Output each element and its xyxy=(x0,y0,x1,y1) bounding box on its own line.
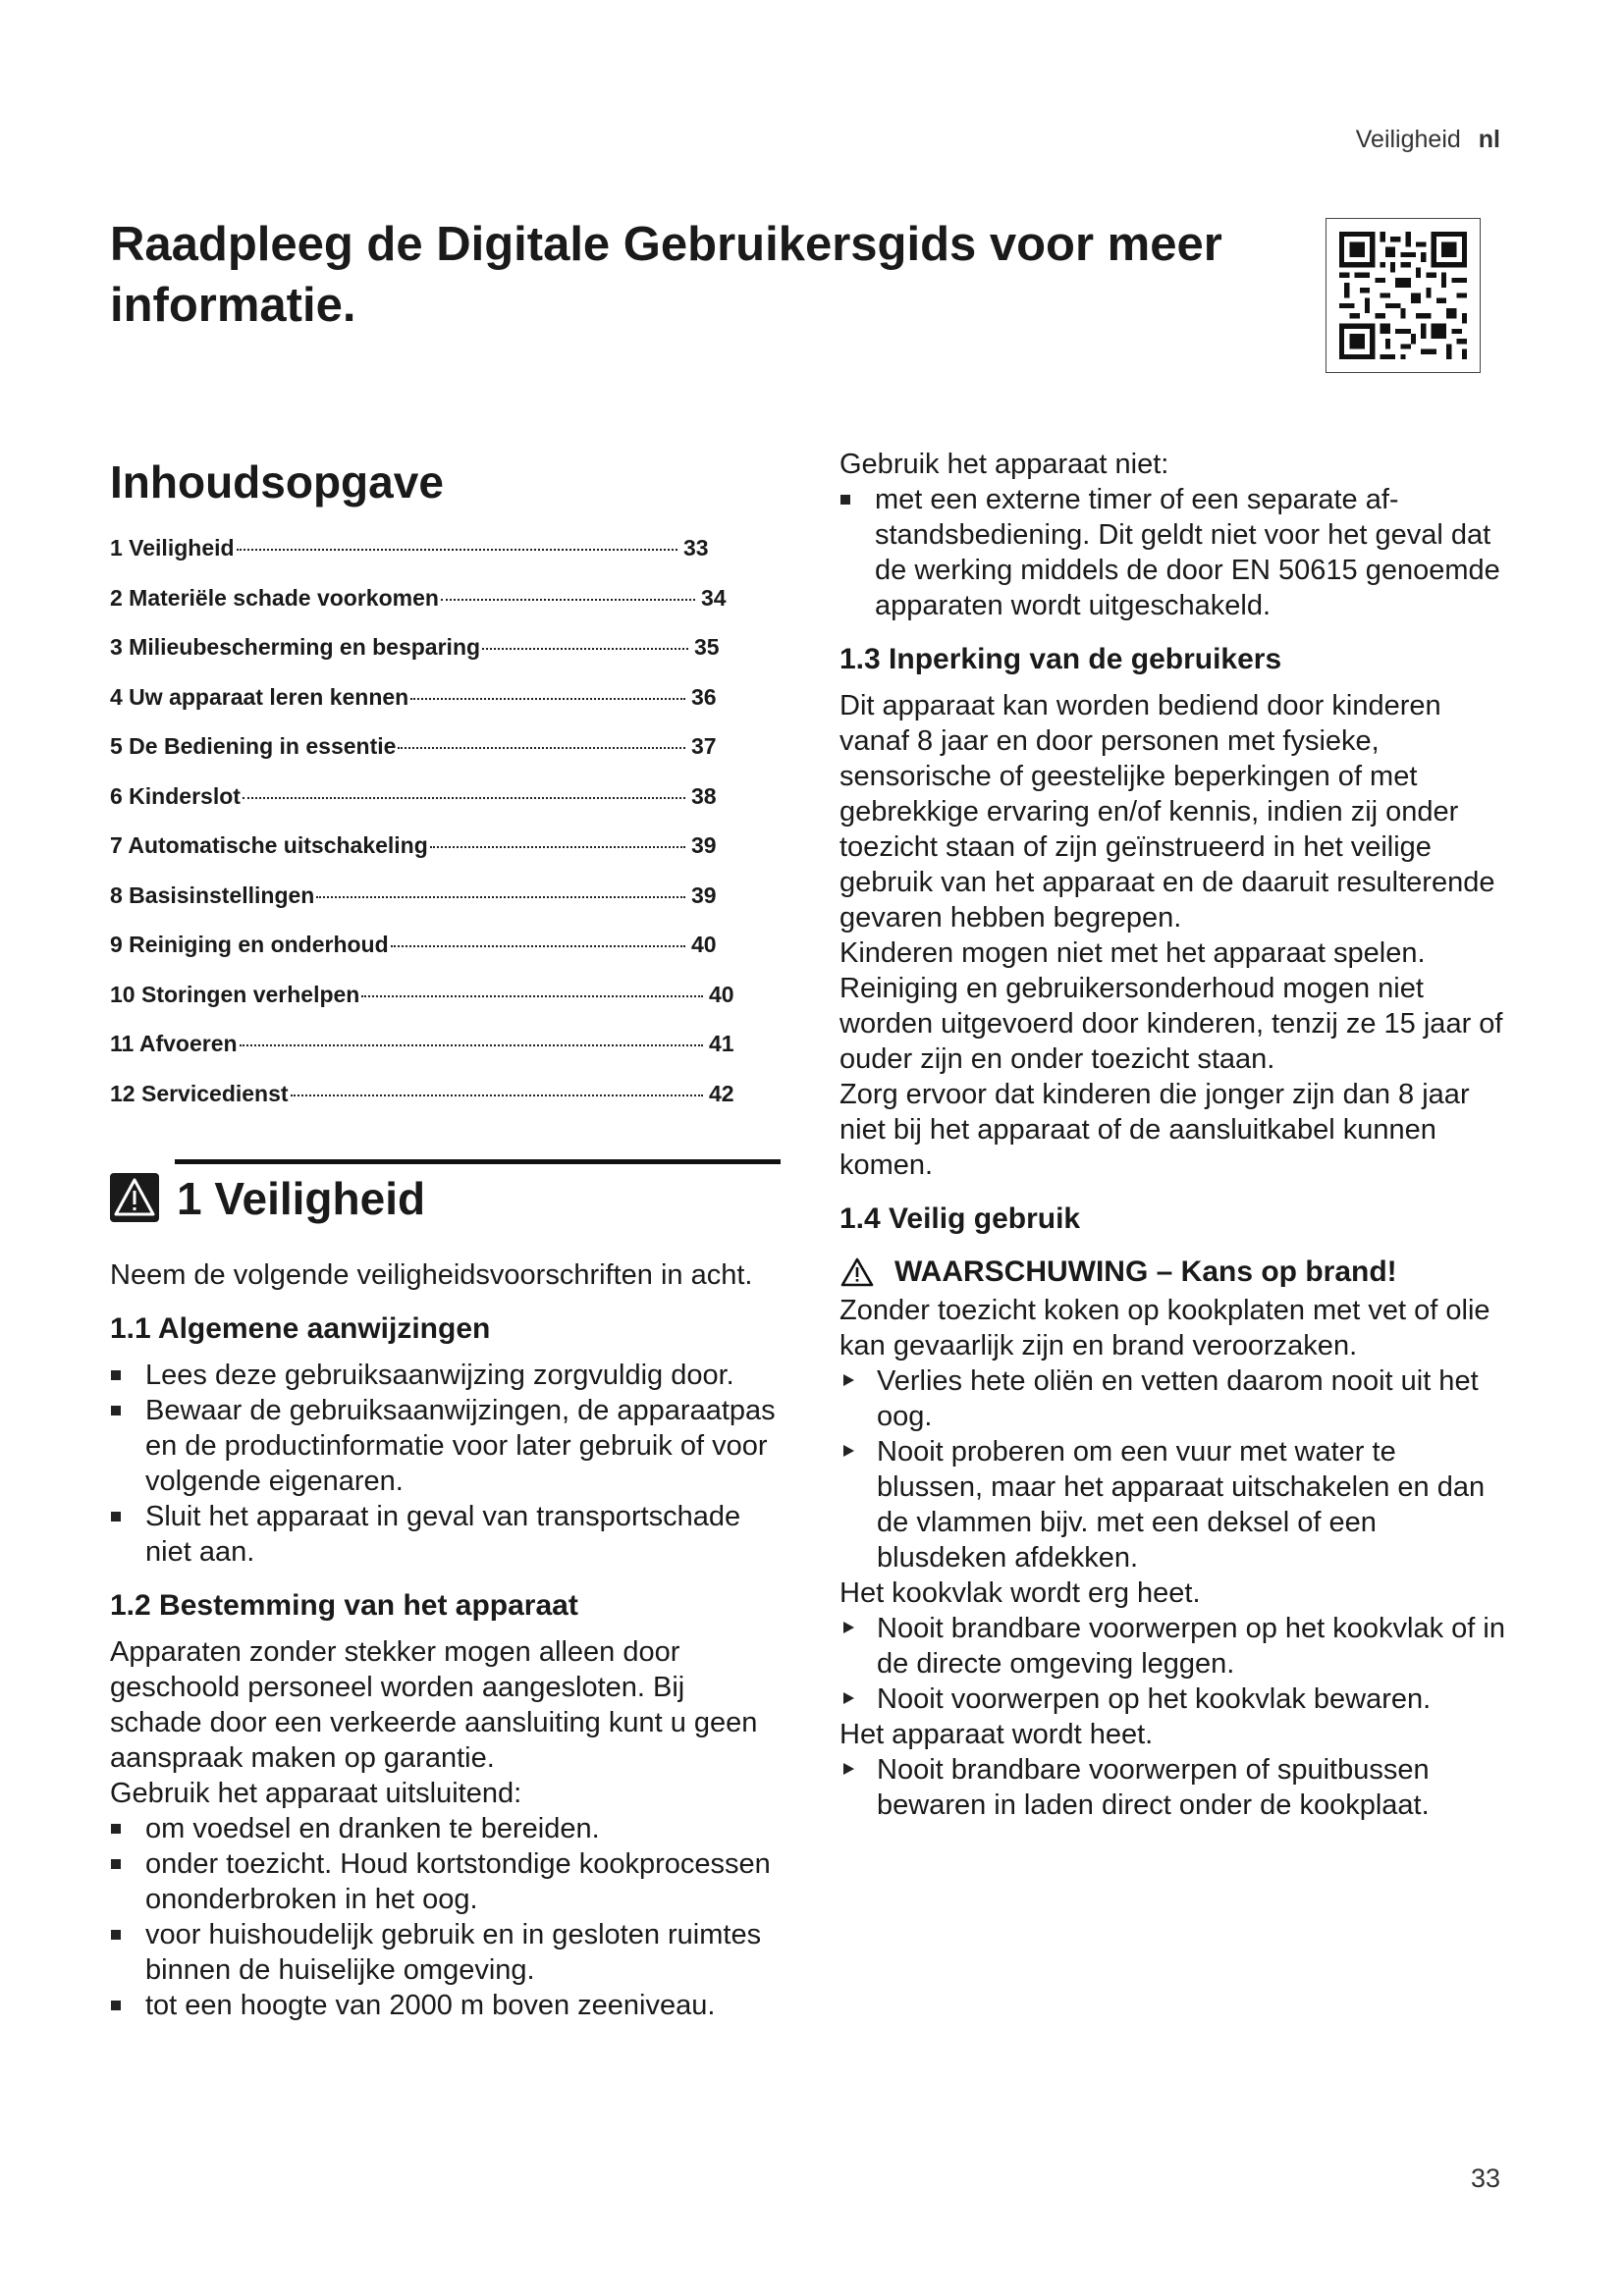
qr-code-icon xyxy=(1339,232,1467,359)
toc-entry-page: 33 xyxy=(683,535,709,561)
toc-leader xyxy=(243,797,685,799)
prohibited-use-list xyxy=(839,482,1507,623)
list-item: met een externe timer of een separate afstandsbediening. Dit geldt niet voor het geval dat de werking middels de door EN 50615 genoemde apparaten wordt uitgeschakeld. xyxy=(839,482,1507,623)
toc-entry-page: 39 xyxy=(691,832,717,858)
toc-entry-label: 4 Uw apparaat leren kennen xyxy=(110,683,409,710)
toc-entry-label: 2 Materiële schade voorkomen xyxy=(110,584,439,611)
paragraph: Het apparaat wordt heet. xyxy=(839,1719,1154,1750)
list-item: onder toezicht. Houd kortstondige kookprocessen ononderbroken in het oog. xyxy=(110,1846,778,1917)
table-of-contents xyxy=(110,535,778,1130)
list-item: Lees deze gebruiksaanwijzing zorgvuldig door. xyxy=(110,1358,778,1393)
toc-entry-label: 12 Servicedienst xyxy=(110,1080,289,1106)
header-language: nl xyxy=(1478,126,1500,153)
subsection-title-1-2: 1.2 Bestemming van het apparaat xyxy=(110,1589,578,1622)
paragraph: Gebruik het apparaat niet: xyxy=(839,449,1169,480)
section-rule xyxy=(175,1159,781,1164)
toc-title: Inhoudsopgave xyxy=(110,456,444,507)
warning-triangle-icon xyxy=(110,1173,159,1222)
subsection-title-1-4: 1.4 Veilig gebruik xyxy=(839,1202,1081,1235)
toc-entry[interactable] xyxy=(110,932,731,982)
list-item: Nooit brandbare voorwerpen op het kookvlak of in de directe omgeving leggen. xyxy=(839,1611,1507,1682)
toc-entry-page: 40 xyxy=(691,932,717,957)
toc-entry-label: 8 Basisinstellingen xyxy=(110,881,315,908)
toc-entry-label: 9 Reiniging en onderhoud xyxy=(110,932,389,957)
instruction-list xyxy=(839,1752,1507,1823)
toc-entry-page: 34 xyxy=(701,584,727,611)
toc-entry-page: 38 xyxy=(691,782,717,809)
toc-entry[interactable] xyxy=(110,982,748,1032)
list-item: Bewaar de gebruiksaanwijzingen, de apparaatpas en de productinformatie voor later gebruik of voor volgende eigenaren. xyxy=(110,1393,778,1499)
toc-entry-label: 5 De Bediening in essentie xyxy=(110,733,397,759)
toc-entry[interactable] xyxy=(110,832,731,882)
toc-entry-page: 35 xyxy=(694,634,720,660)
warning-text: WAARSCHUWING – Kans op brand! xyxy=(894,1255,1397,1288)
paragraph: Zonder toezicht koken op kookplaten met vet of olie kan gevaarlijk zijn en brand veroorzaken. xyxy=(839,1295,1490,1362)
instruction-list xyxy=(839,1611,1507,1717)
toc-entry-label: 6 Kinderslot xyxy=(110,782,241,809)
toc-leader xyxy=(441,599,695,601)
intended-use-list xyxy=(110,1811,778,2023)
paragraph: Zorg ervoor dat kinderen die jonger zijn dan 8 jaar niet bij het apparaat of de aansluitkabel kunnen komen. xyxy=(839,1079,1470,1181)
section-title: 1 Veiligheid xyxy=(177,1173,426,1224)
section-heading xyxy=(110,1159,778,1257)
list-item: tot een hoogte van 2000 m boven zeeniveau. xyxy=(110,1988,778,2023)
list-item: Verlies hete oliën en vetten daarom nooit uit het oog. xyxy=(839,1363,1507,1434)
toc-leader xyxy=(291,1095,703,1096)
list-item: voor huishoudelijk gebruik en in gesloten ruimtes binnen de huiselijke omgeving. xyxy=(110,1917,778,1988)
list-item: om voedsel en dranken te bereiden. xyxy=(110,1811,778,1846)
list-item: Sluit het apparaat in geval van transportschade niet aan. xyxy=(110,1499,778,1570)
warning-heading xyxy=(839,1254,1507,1291)
warning-icon xyxy=(839,1256,875,1288)
toc-entry[interactable] xyxy=(110,783,731,833)
toc-leader xyxy=(240,1044,703,1046)
paragraph: Dit apparaat kan worden bediend door kinderen vanaf 8 jaar en door personen met fysieke, sensorische of geestelijke beperkingen of met gebrekkige ervaring en/of kennis, indien zij onder toezicht staan of zijn geïnstrueerd in het veilige gebruik van het apparaat en de daaruit resulterende gevaren hebben begrepen. xyxy=(839,690,1495,934)
toc-leader xyxy=(237,549,677,551)
page-number: 33 xyxy=(1470,2163,1500,2193)
toc-entry[interactable] xyxy=(110,535,723,585)
section-intro: Neem de volgende veiligheidsvoorschriften in acht. xyxy=(110,1259,753,1291)
toc-entry-page: 39 xyxy=(691,881,717,908)
paragraph: Apparaten zonder stekker mogen alleen door geschoold personeel worden aangesloten. Bij schade door een verkeerde aansluiting kunt u geen aanspraak maken op garantie. xyxy=(110,1636,758,1774)
toc-entry-label: 7 Automatische uitschakeling xyxy=(110,832,428,858)
toc-leader xyxy=(316,896,685,898)
list-item: Nooit brandbare voorwerpen of spuitbussen bewaren in laden direct onder de kookplaat. xyxy=(839,1752,1507,1823)
page-title: Raadpleeg de Digitale Gebruikersgids voor meer informatie. xyxy=(110,218,1222,332)
qr-code xyxy=(1326,218,1481,373)
right-column xyxy=(839,447,1507,1823)
toc-entry-label: 3 Milieubescherming en besparing xyxy=(110,634,481,660)
paragraph: Reiniging en gebruikersonderhoud mogen niet worden uitgevoerd door kinderen, tenzij ze 15 jaar of ouder zijn en onder toezicht staan. xyxy=(839,973,1503,1075)
general-instructions-list xyxy=(110,1358,778,1570)
running-header xyxy=(1356,126,1500,154)
toc-entry-label: 1 Veiligheid xyxy=(110,535,235,561)
toc-entry-page: 40 xyxy=(709,981,734,1007)
toc-leader xyxy=(361,995,703,997)
toc-entry-label: 11 Afvoeren xyxy=(110,1031,238,1056)
toc-entry[interactable] xyxy=(110,634,733,684)
paragraph: Kinderen mogen niet met het apparaat spelen. xyxy=(839,937,1426,969)
toc-entry-label: 10 Storingen verhelpen xyxy=(110,981,360,1007)
left-column xyxy=(110,447,778,2023)
paragraph: Het kookvlak wordt erg heet. xyxy=(839,1577,1201,1609)
toc-entry[interactable] xyxy=(110,882,731,933)
toc-leader xyxy=(430,846,685,848)
toc-entry[interactable] xyxy=(110,733,731,783)
toc-entry-page: 42 xyxy=(709,1080,734,1106)
paragraph: Gebruik het apparaat uitsluitend: xyxy=(110,1778,522,1809)
subsection-title-1-1: 1.1 Algemene aanwijzingen xyxy=(110,1312,491,1345)
toc-entry-page: 36 xyxy=(691,683,717,710)
list-item: Nooit voorwerpen op het kookvlak bewaren. xyxy=(839,1682,1507,1717)
toc-entry[interactable] xyxy=(110,585,740,635)
toc-entry[interactable] xyxy=(110,684,731,734)
toc-entry[interactable] xyxy=(110,1031,748,1081)
toc-leader xyxy=(410,698,685,700)
toc-entry-page: 37 xyxy=(691,733,717,759)
toc-leader xyxy=(482,648,688,650)
subsection-title-1-3: 1.3 Inperking van de gebruikers xyxy=(839,643,1282,675)
list-item: Nooit proberen om een vuur met water te blussen, maar het apparaat uitschakelen en dan de vlammen bijv. met een deksel of een blusdeken afdekken. xyxy=(839,1434,1507,1575)
toc-leader xyxy=(398,747,685,749)
toc-entry[interactable] xyxy=(110,1081,748,1131)
toc-leader xyxy=(391,945,685,947)
header-section: Veiligheid xyxy=(1355,126,1461,153)
instruction-list xyxy=(839,1363,1507,1575)
toc-entry-page: 41 xyxy=(709,1031,734,1056)
